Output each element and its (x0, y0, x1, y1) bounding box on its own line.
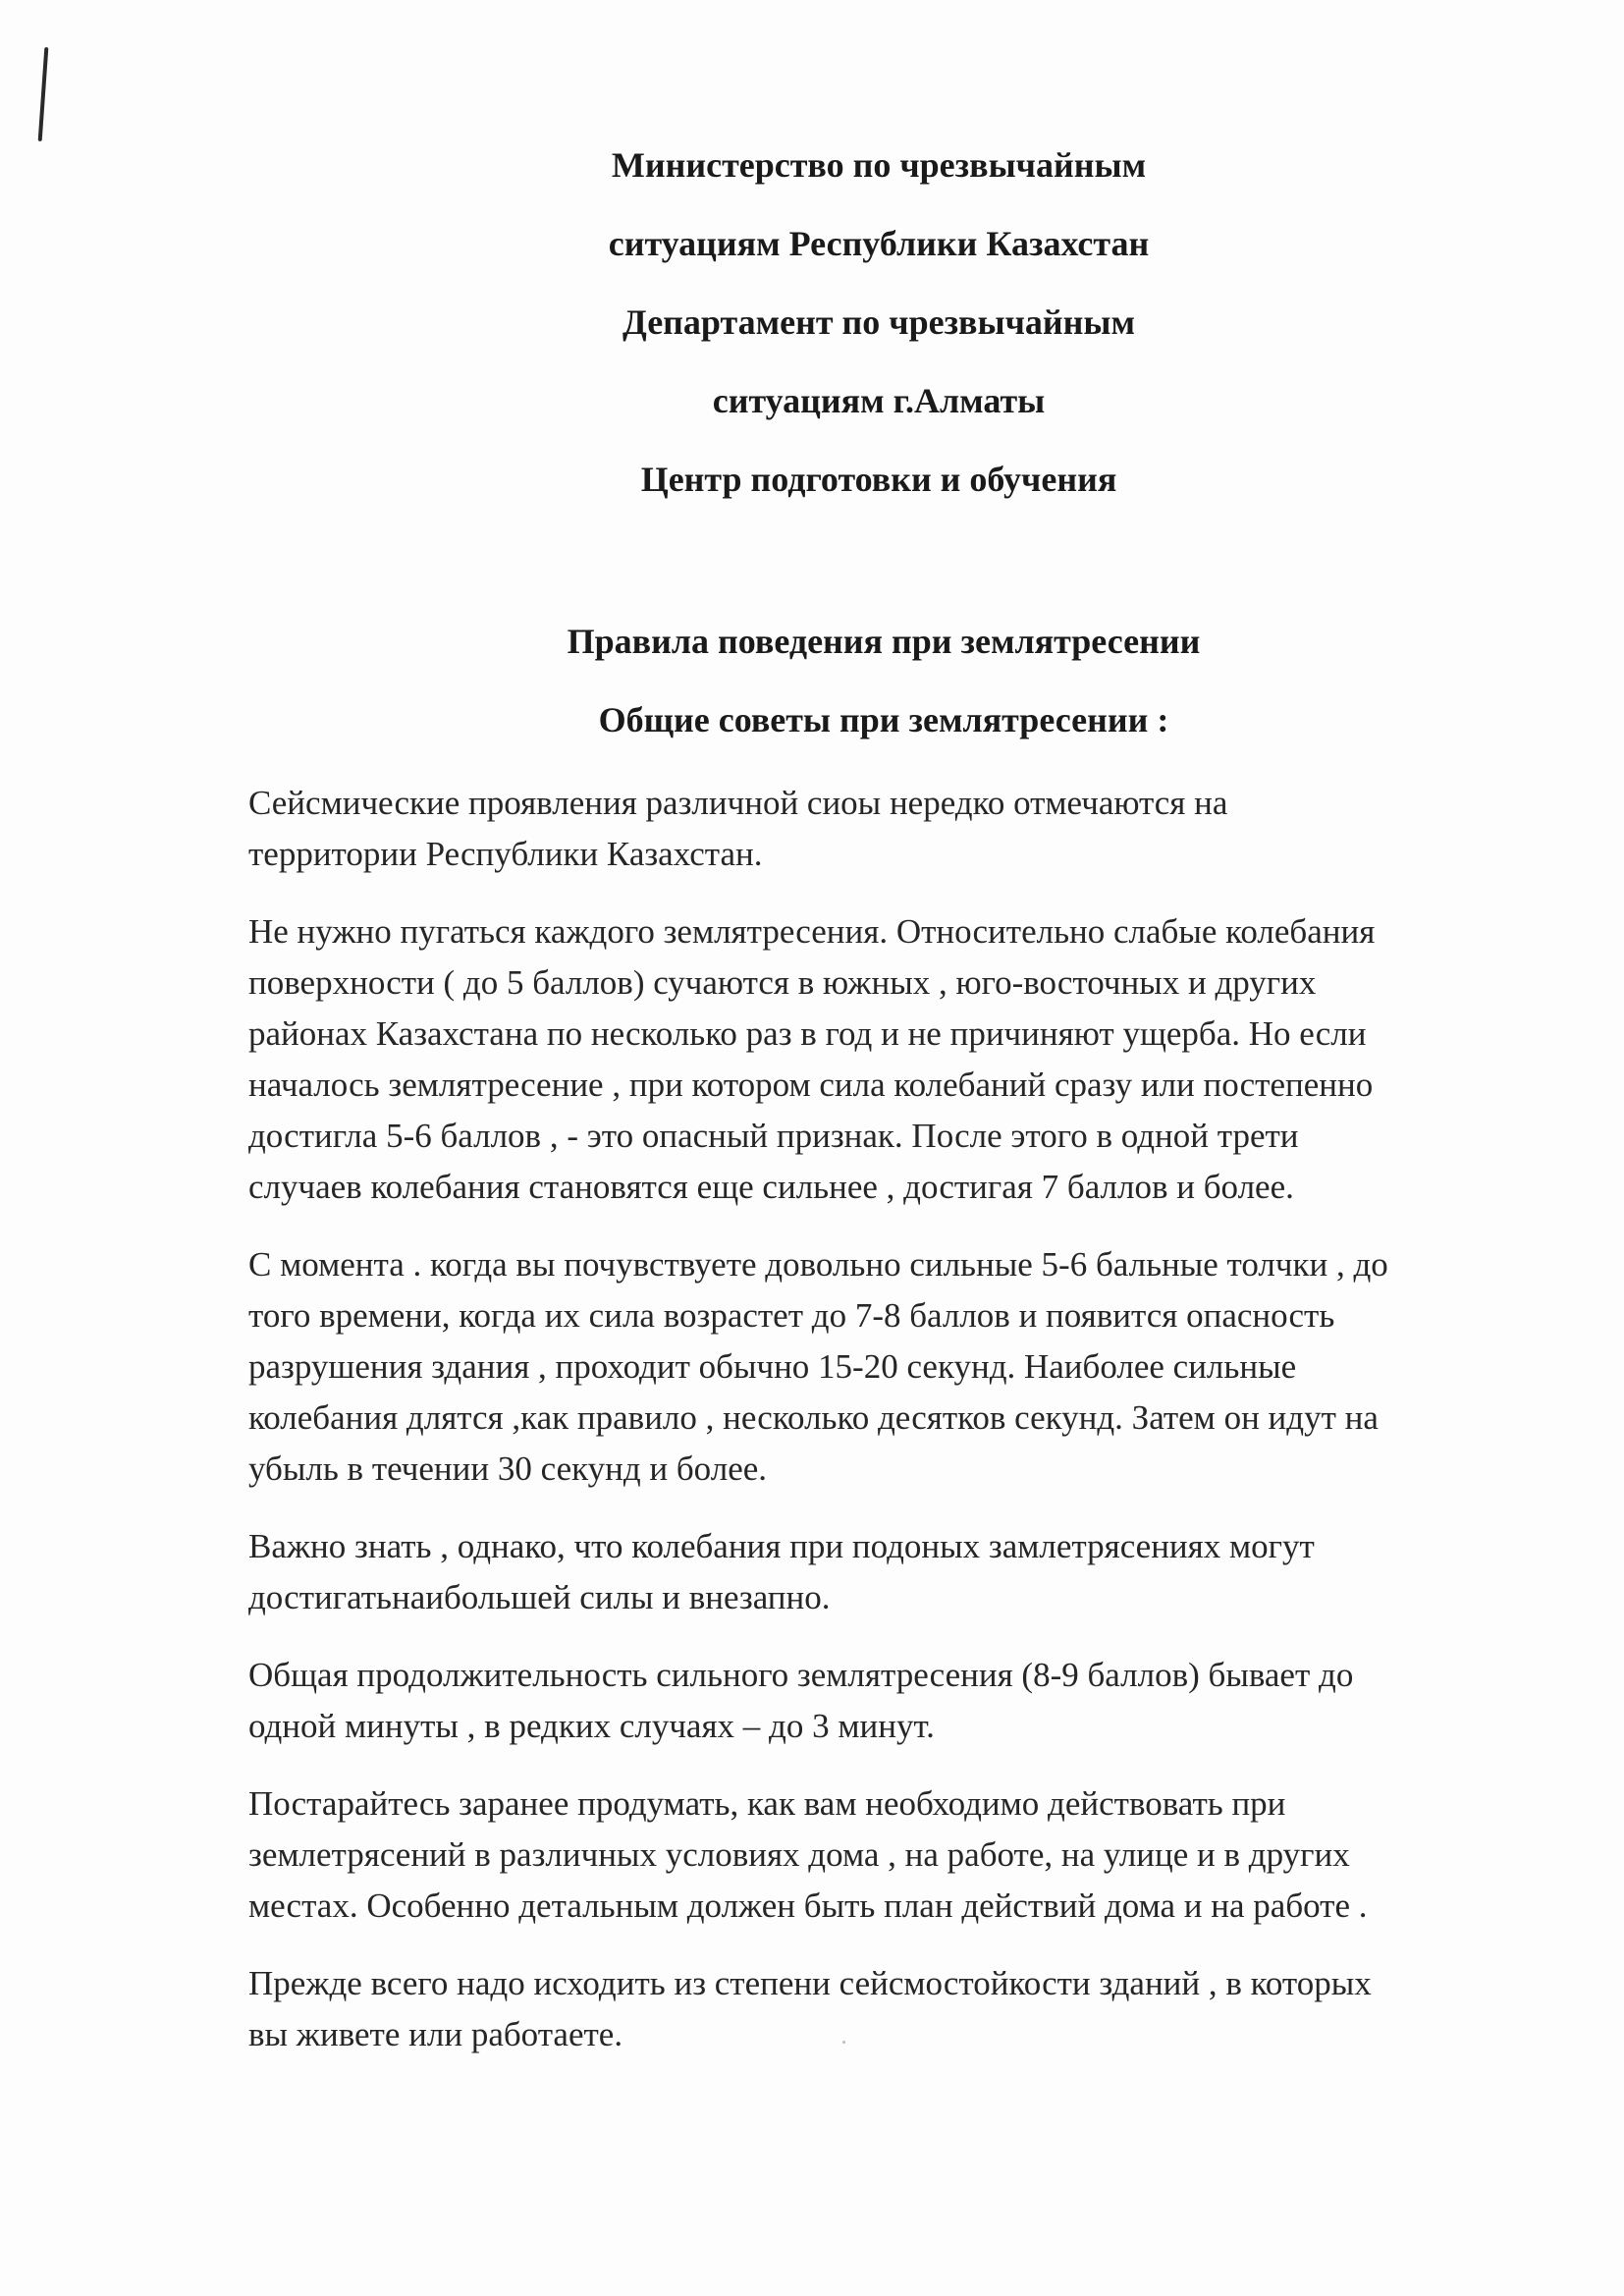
paragraph-line: С момента . когда вы почувствуете довольно сильные 5-6 бальные толчки , до (248, 1245, 1388, 1284)
paragraph (248, 1778, 1525, 1932)
organization-header (0, 145, 1624, 538)
paragraph (248, 1650, 1525, 1752)
paragraph (248, 1239, 1525, 1495)
paragraph-line: достигла 5-6 баллов , - это опасный признак. После этого в одной трети (248, 1117, 1299, 1155)
paragraph (248, 778, 1525, 880)
paragraph-line: Постарайтесь заранее продумать, как вам необходимо действовать при (248, 1784, 1286, 1823)
paragraph-line: того времени, когда их сила возрастет до 7-8 баллов и появится опасность (248, 1296, 1335, 1335)
paragraph-line: Сейсмические проявления различной сиоы нередко отмечаются на (248, 784, 1228, 822)
paragraph (248, 906, 1525, 1213)
paragraph (248, 1521, 1525, 1623)
document-body (248, 778, 1525, 2087)
document-subtitle: Общие советы при землятресении : (598, 700, 1169, 739)
paragraph-line: Прежде всего надо исходить из степени сейсмостойкости зданий , в которых (248, 1964, 1372, 2002)
header-line: Министерство по чрезвычайным (611, 145, 1147, 185)
paragraph-line: случаев колебания становятся еще сильнее , достигая 7 баллов и более. (248, 1168, 1294, 1206)
paragraph-line: поверхности ( до 5 баллов) сучаются в южных , юго-восточных и других (248, 963, 1317, 1002)
pen-stroke-mark (38, 47, 49, 141)
header-line: ситуациям г.Алматы (712, 381, 1046, 420)
header-line: Центр подготовки и обучения (640, 460, 1117, 499)
paragraph-line: достигатьнаибольшей силы и внезапно. (248, 1578, 831, 1616)
paragraph-line: Не нужно пугаться каждого землятресения. Относительно слабые колебания (248, 912, 1376, 951)
paragraph-line: вы живете или работаете. (248, 2015, 623, 2053)
header-line: Департамент по чрезвычайным (623, 302, 1135, 342)
paragraph-line: территории Республики Казахстан. (248, 835, 763, 873)
paragraph-line: районах Казахстана по несколько раз в год и не причиняют ущерба. Но если (248, 1014, 1367, 1053)
paragraph-line: местах. Особенно детальным должен быть план действий дома и на работе . (248, 1886, 1368, 1925)
paragraph-line: Важно знать , однако, что колебания при подоных замлетрясениях могут (248, 1527, 1315, 1565)
document-title-block (0, 622, 1624, 779)
paragraph-line: колебания длятся ,как правило , несколько десятков секунд. Затем он идут на (248, 1398, 1379, 1437)
paragraph-line: одной минуты , в редких случаях – до 3 минут. (248, 1707, 935, 1745)
paragraph (248, 1958, 1525, 2060)
header-line: ситуациям Республики Казахстан (608, 224, 1150, 263)
paragraph-line: убыль в течении 30 секунд и более. (248, 1449, 768, 1488)
paragraph-line: Общая продолжительность сильного землятресения (8-9 баллов) бывает до (248, 1656, 1354, 1694)
paragraph-line: землетрясений в различных условиях дома , на работе, на улице и в других (248, 1835, 1350, 1874)
document-title: Правила поведения при землятресении (567, 622, 1201, 661)
paragraph-line: началось землятресение , при котором сила колебаний сразу или постепенно (248, 1066, 1374, 1104)
scan-speck (842, 2041, 845, 2044)
paragraph-line: разрушения здания , проходит обычно 15-20 секунд. Наиболее сильные (248, 1347, 1297, 1386)
